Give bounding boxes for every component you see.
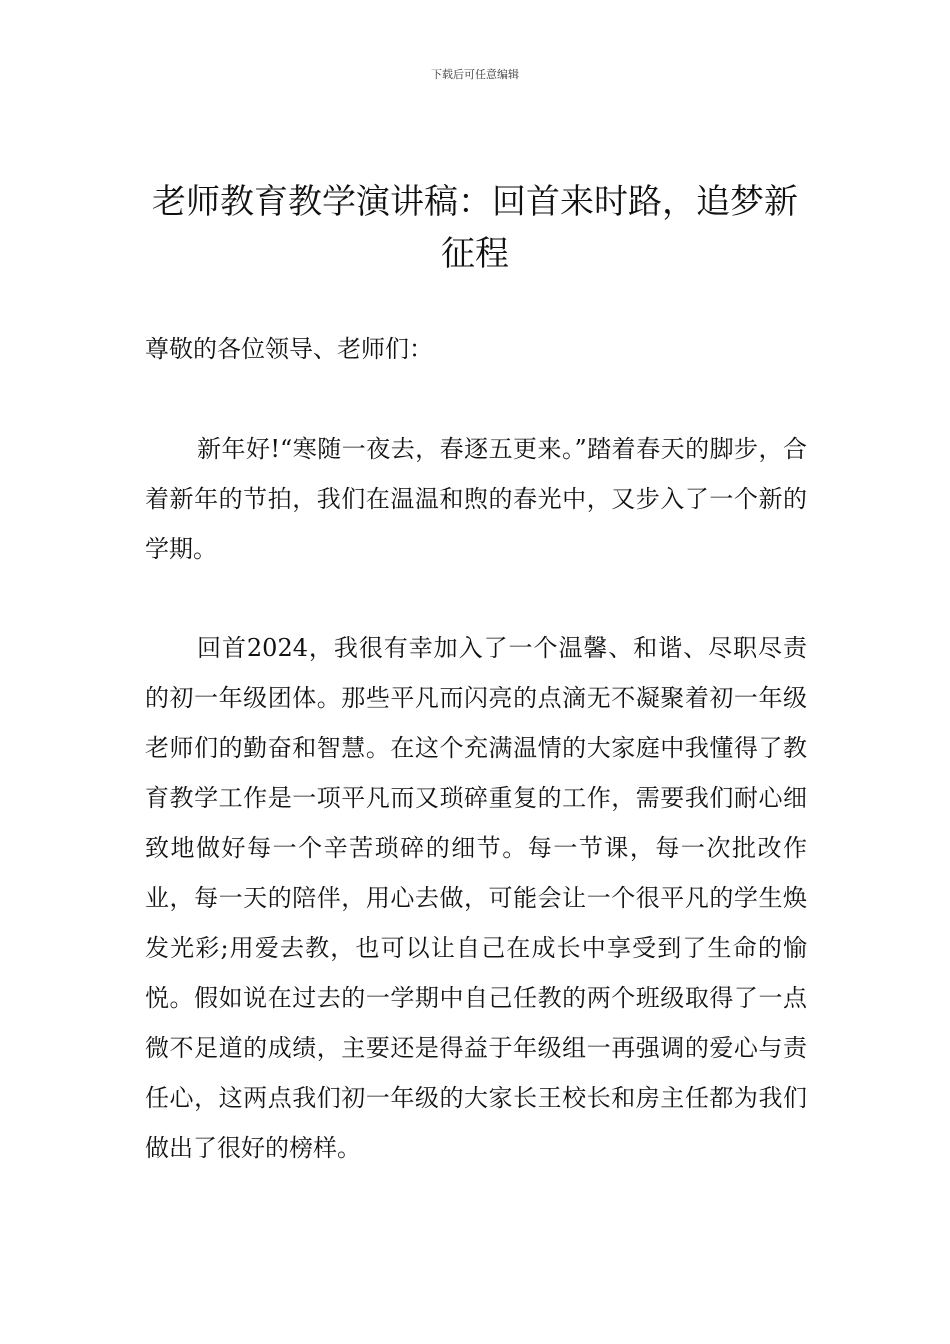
document-body	[145, 324, 807, 1222]
header-note: 下载后可任意编辑	[431, 68, 519, 81]
document-title: 老师教育教学演讲稿：回首来时路，追梦新征程	[152, 182, 798, 274]
paragraph-2: 回首2024，我很有幸加入了一个温馨、和谐、尽职尽责的初一年级团体。那些平凡而闪亮的点滴无不凝聚着初一年级老师们的勤奋和智慧。在这个充满温情的大家庭中我懂得了教育教学工作是一项平凡而又琐碎重复的工作，需要我们耐心细致地做好每一个辛苦琐碎的细节。每一节课，每一次批改作业，每一天的陪伴，用心去做，可能会让一个很平凡的学生焕发光彩;用爱去教，也可以让自己在成长中享受到了生命的愉悦。假如说在过去的一学期中自己任教的两个班级取得了一点微不足道的成绩，主要还是得益于年级组一再强调的爱心与责任心，这两点我们初一年级的大家长王校长和房主任都为我们做出了很好的榜样。	[145, 634, 807, 1162]
salutation: 尊敬的各位领导、老师们：	[145, 335, 433, 363]
paragraph-1: 新年好!“寒随一夜去，春逐五更来。”踏着春天的脚步，合着新年的节拍，我们在温温和煦的春光中，又步入了一个新的学期。	[145, 435, 807, 563]
